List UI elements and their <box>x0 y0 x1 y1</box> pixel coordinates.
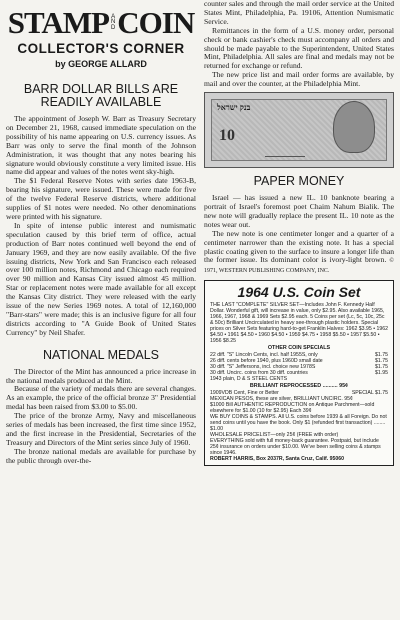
ad-row: 26 diff. cents before 1940, plus 1960D small date $1.75 <box>210 358 388 365</box>
ad-intro: THE LAST "COMPLETE" SILVER SET—Includes John F. Kennedy Half Dollar. Wonderful gift, will increase in value, only $2.95. Also available 1965, 1966, 1967, 1968 & 1969 Sets $2.95 each. 5 Coins per set (Lc, 5c, 10c, 25c & 50c) Brilliant Uncirculated in heavy see-through plastic holders. Special prices on Silver Sets featuring hard-to-get Franklin Halves: 1962 $3.95 • 1962 $4.50 • 1961 $4.50 • 1960 $4.50 • 1959 $4.75 • 1958 $5.50 • 1957 $5.50 • 1956 $8.25 <box>210 302 389 345</box>
paragraph: The price of the bronze Army, Navy and miscellaneous series of medals has been increased, the first time since 1952, and the first increase in the Presidential, Secretaries of the Treasury and Directors of the Mint series since July of 1960. <box>6 411 196 447</box>
banknote-denomination: 10 <box>219 127 235 145</box>
headline-national-medals: NATIONAL MEDALS <box>43 347 159 362</box>
headline-barr-bills: BARR DOLLAR BILLS ARE READILY AVAILABLE <box>23 82 179 109</box>
masthead-word-stamp: STAMP <box>7 5 109 40</box>
ad-row: 1909VDB Cent, Fine or Better SPECIAL $1.75 <box>210 390 388 397</box>
paragraph: In spite of intense public interest and numismatic speculation caused by this brief term of office, actual production of Barr notes continued well beyond the end of January 1969, and they are now easily available. Of the five issuing districts, New York and San Francisco each released over 100 million notes, Richmond and Chicago each required over 90 million and Kansas City issued almost 45 million. Star or replacement notes were made available for all except the Kansas City district. They were released with the early issue of the new Series 1969 notes. A total of 12,160,000 "Barr-stars" were made; this is an inclusive figure for all four districts according to "A Guide Book of United States Currency" by Neil Shafer. <box>6 220 196 337</box>
israel-banknote-image <box>204 92 394 168</box>
paragraph: The bronze national medals are available for purchase by the public through over-the- <box>6 446 196 465</box>
banknote-hebrew-text: בנק ישראל <box>217 103 251 113</box>
ad-authentic: $1000 Bill AUTHENTIC REPRODUCTION on Antique Parchment—sold elsewhere for $1.00 (10 for $2.95) Each 39¢ <box>210 402 375 415</box>
paragraph: Israel — has issued a new IL. 10 banknote bearing a portrait of Israel's foremost poet Chaim Nahum Bialik. The new note will gradually replace the present IL. 10 note as the notes wear out. <box>204 193 394 229</box>
ad-address: ROBERT HARRIS, Box 2037R, Santa Cruz, Calif. 95060 <box>210 456 345 463</box>
ad-brilliant: BRILLIANT REPROCESSED .......... 95¢ <box>249 383 349 390</box>
masthead-and <box>111 15 115 32</box>
paragraph: counter sales and through the mail order service at the United States Mint, Philadelphia, Pa. 19106, Attention Numismatic Service. <box>204 0 394 26</box>
paragraph-text: The new note is one centimeter longer and a quarter of a centimeter narrower than the existing note. It has a special plastic coating given to the surface to insure a longer life than the former issue. Its dominant color is ivory-light brown. <box>204 228 394 265</box>
ad-everything: EVERYTHING sold with full money-back guarantee. Postpaid, but include 25¢ insurance on orders under $10.00. We've been selling coins & stamps since 1946. <box>210 438 381 457</box>
left-column <box>6 0 196 620</box>
paragraph: The $1 Federal Reserve Notes with series date 1963-B, bearing his signature, were issued. These were made for five of the twelve Federal Reserve districts, where additional supplies of $1 notes were needed. No other denominations were printed with his signature. <box>6 176 196 221</box>
ad-row: MEXICAN PESOS, these are silver, BRILLIANT UNCIRC. 95¢ <box>210 396 353 403</box>
ad-wholesale: WHOLESALE PRICELIST—only 25¢ (FREE with order) <box>210 432 339 439</box>
headline-paper-money: PAPER MONEY <box>253 174 345 189</box>
ad-row: 30 diff. Uncirc. coins from 30 diff. countries $1.95 <box>210 370 388 377</box>
paragraph: Because of the variety of medals there are several changes. As an example, the price of the official bronze 3" Presidential medal has been raised from $3.00 to $5.00. <box>6 384 196 412</box>
banknote-portrait <box>333 101 375 153</box>
paragraph <box>204 230 394 277</box>
coin-set-advertisement <box>204 280 394 466</box>
and-letter: N <box>110 19 116 26</box>
banknote-signature-line <box>265 146 305 157</box>
masthead-word-coin: COIN <box>117 5 195 40</box>
ad-row: 1943 plain, D & S STEEL CENTS <box>210 376 288 383</box>
ad-buy: WE BUY COINS & STAMPS. All U.S. coins before 1939 & all Foreign. Do not send coins until you have the book. Only $1 (refunded first transaction) ........ $1.00 <box>210 414 387 433</box>
and-letter: A <box>111 13 116 20</box>
right-column <box>204 0 394 620</box>
ad-title: 1964 U.S. Coin Set <box>237 284 361 301</box>
ad-other-heading: OTHER COIN SPECIALS <box>267 345 331 352</box>
and-letter: D <box>110 24 116 31</box>
paragraph: Remittances in the form of a U.S. money order, personal check or bank cashier's check must accompany all orders and should be made payable to the Superintendent, United States Mint, Philadelphia. All sales are final and medals may not be returned for exchange or refund. <box>204 25 394 71</box>
paragraph: The appointment of Joseph W. Barr as Treasury Secretary on December 21, 1968, caused immediate speculation on the possibility of his name appearing on U.S. currency issues. As Barr was only to serve the final month of the Johnson Administration, it was thought that any notes bearing his signature would obviously constitute a very limited issue. His name did appear and values of the notes went sky-high. <box>6 114 196 177</box>
ad-row: 22 diff. "S" Lincoln Cents, incl. half 1955S, only $1.75 <box>210 352 388 359</box>
paragraph: The Director of the Mint has announced a price increase in the national medals produced at the Mint. <box>6 366 196 385</box>
ad-row: 30 diff. "S" Jeffersons, incl. choice new 1978S $1.75 <box>210 364 388 371</box>
masthead-subtitle: COLLECTOR'S CORNER <box>17 41 185 56</box>
copyright-notice: © 1971, WESTERN PUBLISHING COMPANY, INC. <box>204 258 394 275</box>
paragraph: The new price list and mail order forms are available, by mail and over the counter, at the Philadelphia Mint. <box>204 70 394 89</box>
byline: by GEORGE ALLARD <box>55 59 147 69</box>
masthead <box>6 5 196 69</box>
